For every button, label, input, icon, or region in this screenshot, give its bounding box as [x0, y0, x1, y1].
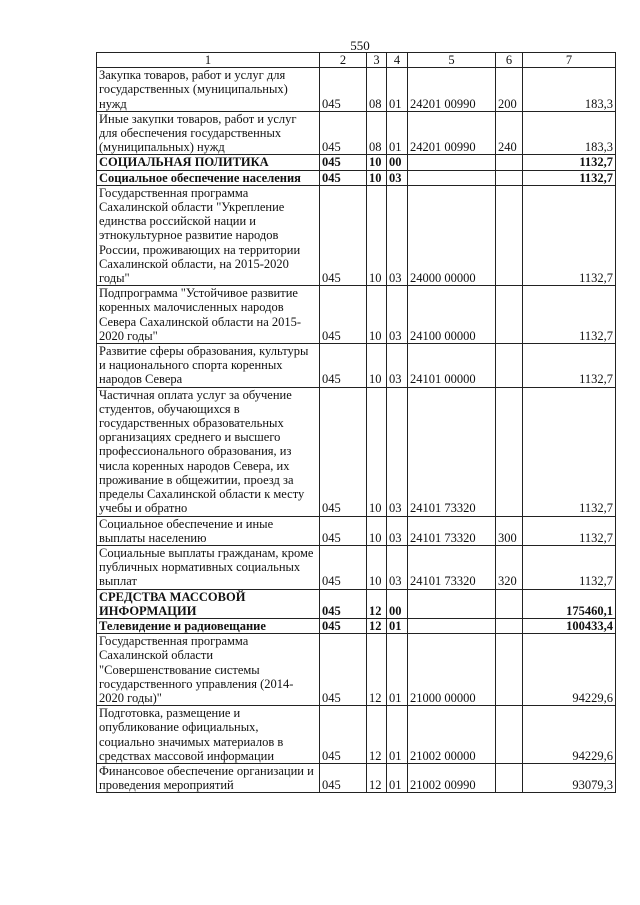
code-expense-type: 240 — [496, 111, 523, 155]
code-section: 12 — [367, 618, 387, 633]
table-row — [97, 170, 616, 185]
row-amount: 1132,7 — [523, 286, 616, 344]
table-row — [97, 516, 616, 545]
code-expense-type — [496, 634, 523, 706]
code-expense-type — [496, 170, 523, 185]
code-subsection: 00 — [387, 155, 408, 170]
code-subsection: 01 — [387, 763, 408, 792]
code-target: 24101 73320 — [408, 387, 496, 516]
code-section: 10 — [367, 155, 387, 170]
code-target: 24101 73320 — [408, 516, 496, 545]
code-target: 21002 00000 — [408, 706, 496, 764]
row-name: Развитие сферы образования, культуры и национального спорта коренных народов Севера — [97, 344, 320, 388]
code-section: 10 — [367, 185, 387, 285]
row-amount: 1132,7 — [523, 185, 616, 285]
table-row — [97, 618, 616, 633]
code-expense-type — [496, 589, 523, 618]
row-name: Государственная программа Сахалинской области "Укрепление единства российской нации и этнокультурное развитие народов России, проживающих на территории Сахалинской области, на 2015-2020 годы" — [97, 185, 320, 285]
code-expense-type — [496, 763, 523, 792]
table-row — [97, 387, 616, 516]
column-header: 7 — [523, 53, 616, 68]
table-row — [97, 155, 616, 170]
column-header: 3 — [367, 53, 387, 68]
row-name: Социальное обеспечение населения — [97, 170, 320, 185]
table-row — [97, 111, 616, 155]
code-expense-type: 320 — [496, 545, 523, 589]
row-amount: 94229,6 — [523, 706, 616, 764]
code-subsection: 03 — [387, 516, 408, 545]
code-expense-type — [496, 618, 523, 633]
row-name: Частичная оплата услуг за обучение студентов, обучающихся в государственных образовательных организациях среднего и высшего профессионального образования, из числа коренных народов Севера, их проживание в общежитии, проезд за пределы Сахалинской области к месту учебы и обратно — [97, 387, 320, 516]
column-header: 5 — [408, 53, 496, 68]
row-amount: 183,3 — [523, 68, 616, 112]
code-section: 10 — [367, 344, 387, 388]
column-header: 1 — [97, 53, 320, 68]
code-section: 10 — [367, 286, 387, 344]
row-name: Социальные выплаты гражданам, кроме публичных нормативных социальных выплат — [97, 545, 320, 589]
row-amount: 1132,7 — [523, 516, 616, 545]
row-amount: 1132,7 — [523, 344, 616, 388]
budget-table — [96, 52, 616, 793]
row-name: Подготовка, размещение и опубликование официальных, социально значимых материалов в средствах массовой информации — [97, 706, 320, 764]
code-target — [408, 170, 496, 185]
code-expense-type — [496, 155, 523, 170]
code-target: 21000 00000 — [408, 634, 496, 706]
code-target — [408, 155, 496, 170]
code-admin: 045 — [320, 170, 367, 185]
table-row — [97, 185, 616, 285]
row-amount: 1132,7 — [523, 387, 616, 516]
code-expense-type: 200 — [496, 68, 523, 112]
table-row — [97, 545, 616, 589]
table-row — [97, 344, 616, 388]
row-name: Телевидение и радиовещание — [97, 618, 320, 633]
code-expense-type — [496, 387, 523, 516]
code-target: 24100 00000 — [408, 286, 496, 344]
code-admin: 045 — [320, 286, 367, 344]
code-expense-type — [496, 344, 523, 388]
table-body — [97, 68, 616, 793]
code-admin: 045 — [320, 111, 367, 155]
row-amount: 100433,4 — [523, 618, 616, 633]
row-amount: 1132,7 — [523, 545, 616, 589]
code-target: 24000 00000 — [408, 185, 496, 285]
row-amount: 1132,7 — [523, 170, 616, 185]
code-subsection: 03 — [387, 387, 408, 516]
code-admin: 045 — [320, 387, 367, 516]
row-amount: 94229,6 — [523, 634, 616, 706]
code-section: 10 — [367, 170, 387, 185]
code-admin: 045 — [320, 589, 367, 618]
code-subsection: 01 — [387, 618, 408, 633]
page-number: 550 — [350, 38, 370, 53]
code-section: 08 — [367, 68, 387, 112]
code-admin: 045 — [320, 706, 367, 764]
table-row — [97, 763, 616, 792]
table-row — [97, 589, 616, 618]
row-name: Государственная программа Сахалинской области "Совершенствование системы государственного управления (2014-2020 годы)" — [97, 634, 320, 706]
code-target: 21002 00990 — [408, 763, 496, 792]
table-header-row — [97, 53, 616, 68]
code-subsection: 00 — [387, 589, 408, 618]
code-target — [408, 618, 496, 633]
row-name: Социальное обеспечение и иные выплаты населению — [97, 516, 320, 545]
code-subsection: 03 — [387, 170, 408, 185]
code-subsection: 03 — [387, 185, 408, 285]
code-section: 10 — [367, 545, 387, 589]
row-amount: 183,3 — [523, 111, 616, 155]
code-target: 24201 00990 — [408, 111, 496, 155]
table-row — [97, 634, 616, 706]
code-section: 12 — [367, 763, 387, 792]
code-section: 10 — [367, 387, 387, 516]
code-section: 10 — [367, 516, 387, 545]
row-amount: 175460,1 — [523, 589, 616, 618]
code-section: 12 — [367, 706, 387, 764]
code-section: 08 — [367, 111, 387, 155]
code-admin: 045 — [320, 763, 367, 792]
code-section: 12 — [367, 634, 387, 706]
table-row — [97, 68, 616, 112]
column-header: 6 — [496, 53, 523, 68]
code-admin: 045 — [320, 68, 367, 112]
row-name: Подпрограмма "Устойчивое развитие коренных малочисленных народов Севера Сахалинской области на 2015-2020 годы" — [97, 286, 320, 344]
code-expense-type: 300 — [496, 516, 523, 545]
code-target — [408, 589, 496, 618]
code-expense-type — [496, 706, 523, 764]
row-name: СРЕДСТВА МАССОВОЙ ИНФОРМАЦИИ — [97, 589, 320, 618]
code-section: 12 — [367, 589, 387, 618]
code-subsection: 03 — [387, 344, 408, 388]
row-name: Закупка товаров, работ и услуг для государственных (муниципальных) нужд — [97, 68, 320, 112]
code-subsection: 01 — [387, 634, 408, 706]
row-name: Финансовое обеспечение организации и проведения мероприятий — [97, 763, 320, 792]
code-subsection: 01 — [387, 706, 408, 764]
code-subsection: 01 — [387, 68, 408, 112]
row-amount: 1132,7 — [523, 155, 616, 170]
code-subsection: 01 — [387, 111, 408, 155]
code-subsection: 03 — [387, 545, 408, 589]
code-admin: 045 — [320, 516, 367, 545]
code-subsection: 03 — [387, 286, 408, 344]
column-header: 4 — [387, 53, 408, 68]
code-admin: 045 — [320, 344, 367, 388]
code-target: 24101 00000 — [408, 344, 496, 388]
code-expense-type — [496, 286, 523, 344]
row-name: Иные закупки товаров, работ и услуг для обеспечения государственных (муниципальных) нужд — [97, 111, 320, 155]
row-name: СОЦИАЛЬНАЯ ПОЛИТИКА — [97, 155, 320, 170]
code-admin: 045 — [320, 634, 367, 706]
code-admin: 045 — [320, 185, 367, 285]
code-target: 24101 73320 — [408, 545, 496, 589]
row-amount: 93079,3 — [523, 763, 616, 792]
code-admin: 045 — [320, 545, 367, 589]
code-admin: 045 — [320, 618, 367, 633]
column-header: 2 — [320, 53, 367, 68]
table-row — [97, 286, 616, 344]
table-row — [97, 706, 616, 764]
code-target: 24201 00990 — [408, 68, 496, 112]
code-expense-type — [496, 185, 523, 285]
code-admin: 045 — [320, 155, 367, 170]
